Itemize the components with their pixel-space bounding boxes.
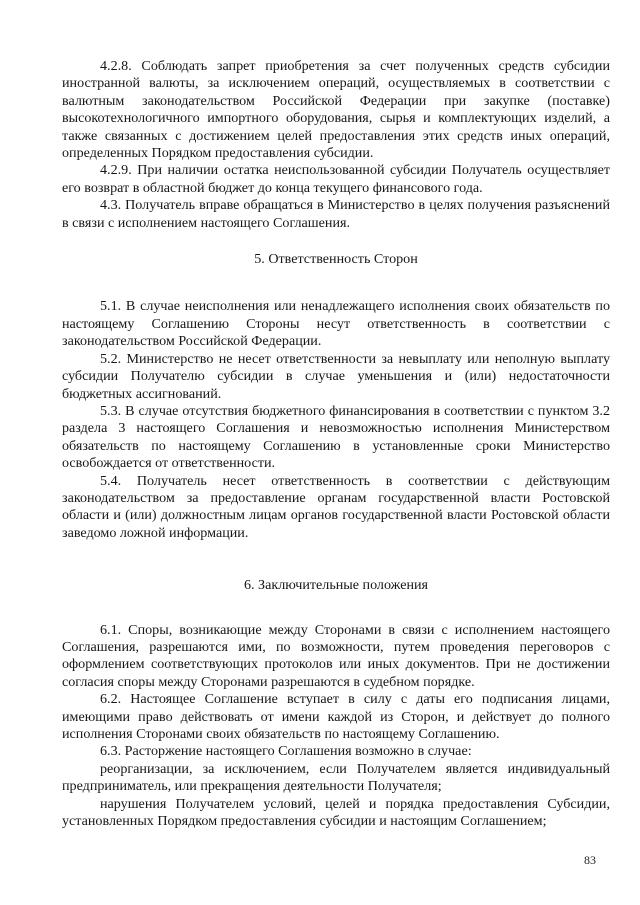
- paragraph-4-3: 4.3. Получатель вправе обращаться в Министерство в целях получения разъяснений в связи с исполнением настоящего Соглашения.: [62, 197, 610, 231]
- paragraph-5-3: 5.3. В случае отсутствия бюджетного финансирования в соответствии с пунктом 3.2 раздела 3 настоящего Соглашения и невозможностью исполнения Министерством обязательств по настоящему Соглашению в установленные сроки Министерство освобождается от ответственности.: [62, 402, 610, 472]
- paragraph-4-2-8: 4.2.8. Соблюдать запрет приобретения за счет полученных средств субсидии иностранной валюты, за исключением операций, осуществляемых в соответствии с валютным законодательством Российской Федерации при закупке (поставке) высокотехнологичного импортного оборудования, сырья и комплектующих изделий, а также связанных с достижением целей предоставления этих средств иных операций, определенных Порядком предоставления субсидии.: [62, 58, 610, 162]
- paragraph-violation: нарушения Получателем условий, целей и порядка предоставления Субсидии, установленных Порядком предоставления субсидии и настоящим Соглашением;: [62, 795, 610, 830]
- paragraph-6-1: 6.1. Споры, возникающие между Сторонами в связи с исполнением настоящего Соглашения, разрешаются ими, по возможности, путем проведения переговоров с оформлением соответствующих протоколов или иных документов. При не достижении согласия споры между Сторонами разрешаются в судебном порядке.: [62, 621, 610, 690]
- paragraph-6-2: 6.2. Настоящее Соглашение вступает в силу с даты его подписания лицами, имеющими право действовать от имени каждой из Сторон, и действует до полного исполнения Сторонами своих обязательств по настоящему Соглашению.: [62, 691, 610, 742]
- paragraph-6-3: 6.3. Расторжение настоящего Соглашения возможно в случае:: [100, 743, 472, 760]
- paragraph-4-2-9: 4.2.9. При наличии остатка неиспользованной субсидии Получатель осуществляет его возврат в областной бюджет до конца текущего финансового года.: [62, 162, 610, 196]
- paragraph-5-4: 5.4. Получатель несет ответственность в соответствии с действующим законодательством за предоставление органам государственной власти Ростовской области и (или) должностным лицам органов государственной власти Ростовской области заведомо ложной информации.: [62, 472, 610, 541]
- paragraph-5-2: 5.2. Министерство не несет ответственности за невыплату или неполную выплату субсидии Получателю субсидии в случае уменьшения и (или) недостаточности бюджетных ассигнований.: [62, 350, 610, 402]
- paragraph-reorganization: реорганизации, за исключением, если Получателем является индивидуальный предприниматель, или прекращения деятельности Получателя;: [62, 760, 610, 795]
- document-page: [62, 58, 610, 830]
- paragraph-5-1: 5.1. В случае неисполнения или ненадлежащего исполнения своих обязательств по настоящему Соглашению Стороны несут ответственность в соответствии с законодательством Российской Федерации.: [62, 298, 610, 350]
- section-6-heading: 6. Заключительные положения: [243, 577, 429, 594]
- page-number: 83: [584, 853, 596, 867]
- section-5-heading: 5. Ответственность Сторон: [254, 251, 418, 268]
